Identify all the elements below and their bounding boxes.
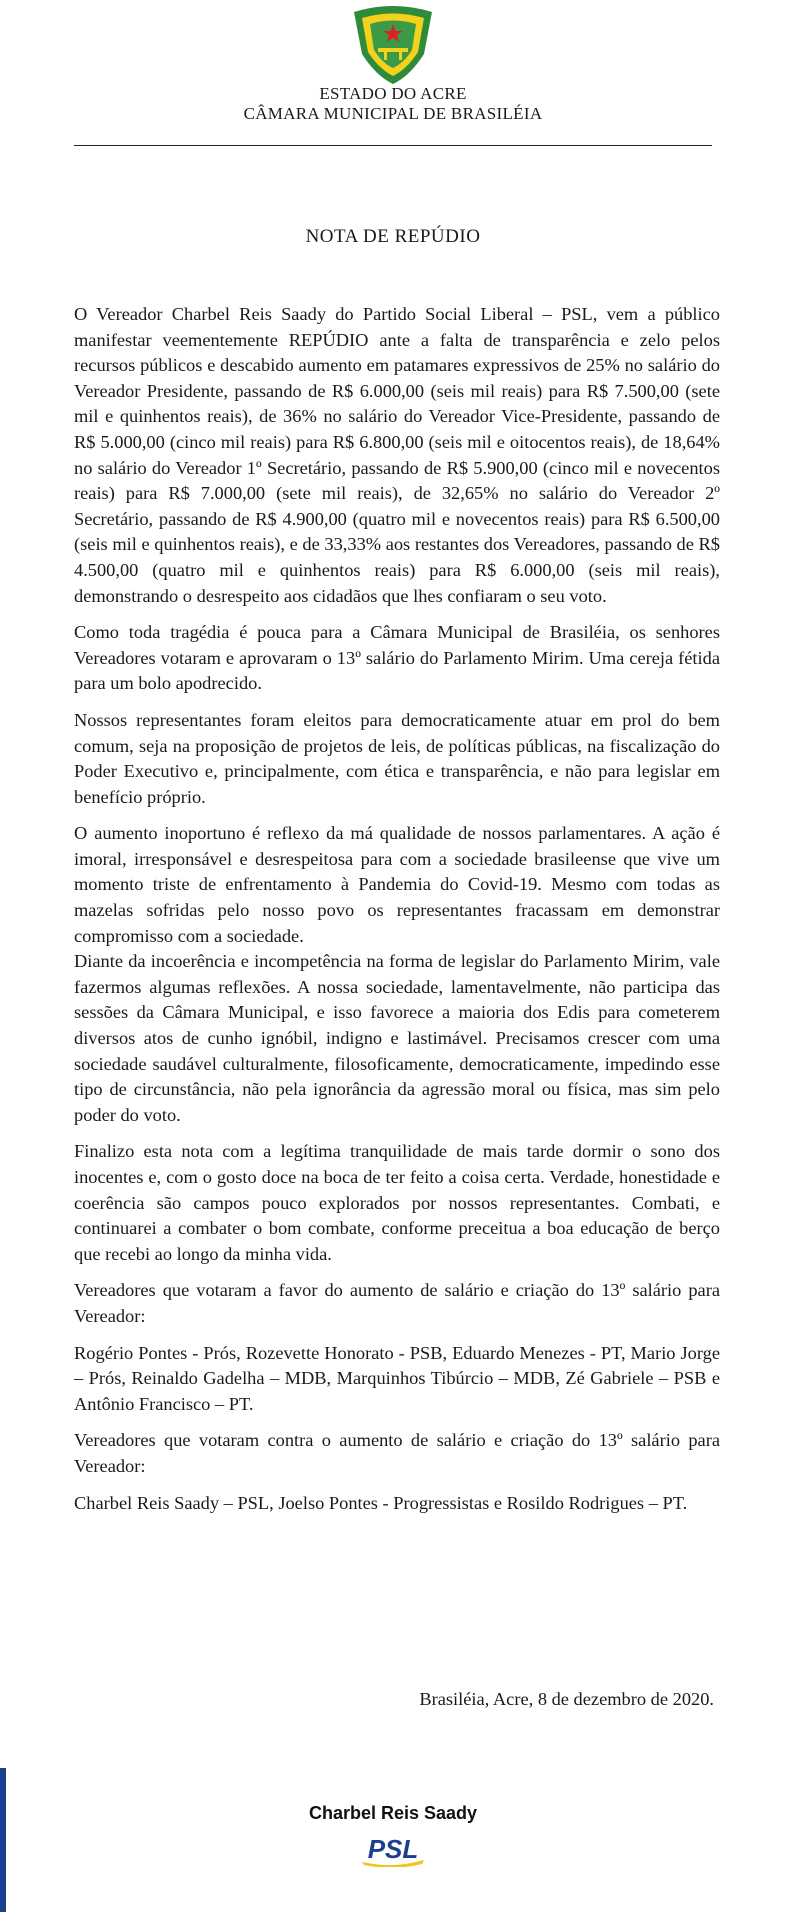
date-line: Brasiléia, Acre, 8 de dezembro de 2020. bbox=[419, 1689, 714, 1709]
header-divider bbox=[74, 145, 712, 146]
header-state: ESTADO DO ACRE bbox=[319, 84, 467, 103]
paragraph-reflexoes: Diante da incoerência e incompetência na forma de legislar do Parlamento Mirim, vale fazermos algumas reflexões. A nossa sociedade, lamentavelmente, não participa das sessões da Câmara Municipal, e isso favorece a maioria dos Edis para cometerem diversos atos de cunho ignóbil, indigno e lastimável. Precisamos crescer com uma sociedade saudável culturalmente, filosoficamente, democraticamente, impedindo esse tipo de circunstância, não pela ignorância da agressão moral ou física, mas sim pelo poder do voto. bbox=[74, 951, 720, 1125]
svg-text:PSL: PSL bbox=[367, 1834, 419, 1864]
signature-name: Charbel Reis Saady bbox=[308, 1803, 478, 1823]
left-accent-bar bbox=[0, 1768, 6, 1912]
document-body bbox=[74, 302, 720, 1527]
votes-against-list: Charbel Reis Saady – PSL, Joelso Pontes - Progressistas e Rosildo Rodrigues – PT. bbox=[74, 1492, 688, 1513]
paragraph-aumento: O aumento inoportuno é reflexo da má qualidade de nossos parlamentares. A ação é imoral, irresponsável e desrespeitosa para com a sociedade brasileense que vive um momento triste de enfrentamento à Pandemia do Covid-19. Mesmo com todas as mazelas sofridas pelo nosso povo os representantes fracassam em demonstrar compromisso com a sociedade. bbox=[74, 823, 720, 946]
psl-party-logo bbox=[356, 1833, 430, 1867]
paragraph-representantes: Nossos representantes foram eleitos para democraticamente atuar em prol do bem comum, seja na proposição de projetos de leis, de políticas públicas, na fiscalização do Poder Executivo e, principalmente, com ética e transparência, e não para legislar em benefício próprio. bbox=[74, 709, 720, 807]
header-chamber: CÂMARA MUNICIPAL DE BRASILÉIA bbox=[243, 104, 543, 123]
paragraph-repudio: O Vereador Charbel Reis Saady do Partido Social Liberal – PSL, vem a público manifestar veementemente REPÚDIO ante a falta de transparência e zelo pelos recursos públicos e descabido aumento em patamares expressivos de 25% no salário do Vereador Presidente, passando de R$ 6.000,00 (seis mil reais) para R$ 7.500,00 (sete mil e quinhentos reais), de 36% no salário do Vereador Vice-Presidente, passando de R$ 5.000,00 (cinco mil reais) para R$ 6.800,00 (seis mil e oitocentos reais), de 18,64% no salário do Vereador 1º Secretário, passando de R$ 5.900,00 (cinco mil e novecentos reais) para R$ 7.000,00 (sete mil reais), de 32,65% no salário do Vereador 2º Secretário, passando de R$ 4.900,00 (quatro mil e novecentos reais) para R$ 6.500,00 (seis mil e quinhentos reais), e de 33,33% aos restantes dos Vereadores, passando de R$ 4.500,00 (quatro mil e quinhentos reais) para R$ 6.000,00 (seis mil reais), demonstrando o desrespeito aos cidadãos que lhes confiaram o seu voto. bbox=[74, 304, 720, 606]
votes-favor-list: Rogério Pontes - Prós, Rozevette Honorato - PSB, Eduardo Menezes - PT, Mario Jorge – Prós, Reinaldo Gadelha – MDB, Marquinhos Tibúrcio – MDB, Zé Gabriele – PSB e Antônio Francisco – PT. bbox=[74, 1342, 720, 1414]
paragraph-tragedia: Como toda tragédia é pouca para a Câmara Municipal de Brasiléia, os senhores Vereadores votaram e aprovaram o 13º salário do Parlamento Mirim. Uma cereja fétida para um bolo apodrecido. bbox=[74, 622, 720, 694]
votes-against-heading: Vereadores que votaram contra o aumento de salário e criação do 13º salário para Vereador: bbox=[74, 1430, 720, 1476]
paragraph-finalizo: Finalizo esta nota com a legítima tranquilidade de mais tarde dormir o sono dos inocentes e, com o gosto doce na boca de ter feito a coisa certa. Verdade, honestidade e coerência são campos pouco explorados por nossos representantes. Combati, e continuarei a combater o bom combate, conforme preceitua a boa educação de berço que recebi ao longo da minha vida. bbox=[74, 1141, 720, 1264]
document-title: NOTA DE REPÚDIO bbox=[305, 226, 481, 247]
municipal-crest-logo bbox=[344, 2, 442, 88]
votes-favor-heading: Vereadores que votaram a favor do aumento de salário e criação do 13º salário para Vereador: bbox=[74, 1280, 720, 1326]
